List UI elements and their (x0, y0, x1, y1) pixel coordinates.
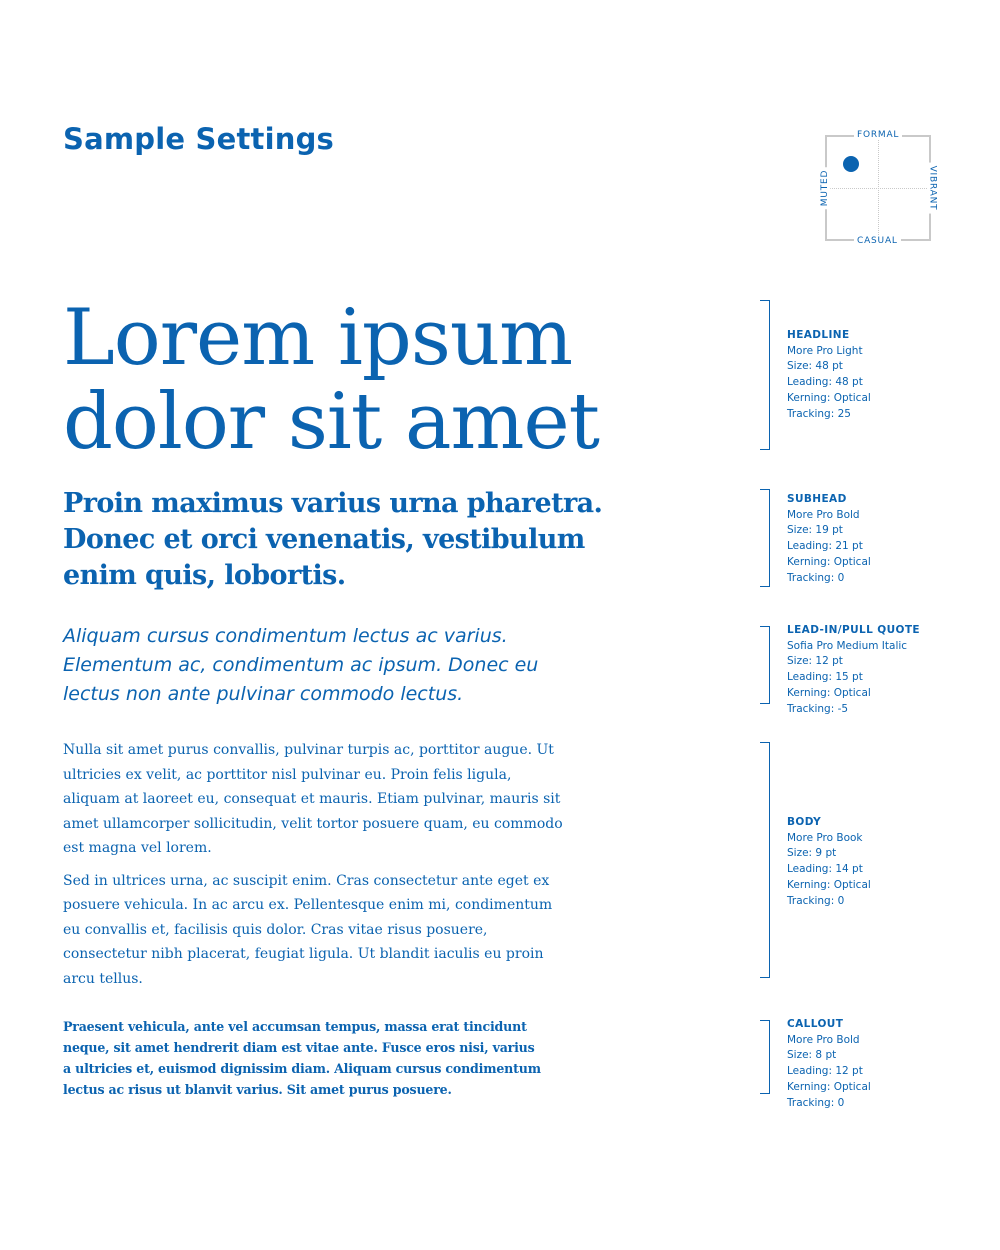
spec-leading: Leading: 14 pt (787, 863, 863, 876)
spec-info (787, 623, 920, 717)
spec-size: Size: 48 pt (787, 360, 843, 373)
spec-size: Size: 8 pt (787, 1049, 837, 1062)
headline-line-2: dolor sit amet (63, 377, 599, 467)
spec-body (760, 742, 960, 978)
body-paragraph-2: Sed in ultrices urna, ac suscipit enim. Cras consectetur ante eget ex posuere vehicula. In ac arcu ex. Pellentesque enim mi, condimentum eu convallis et, facilisis quis dolor. Cras vitae risus posuere, consectetur nibh placerat, feugiat ligula. Ut blandit iaculis eu proin arcu tellus. (63, 872, 553, 987)
spec-bracket (760, 742, 770, 978)
body-sample (63, 738, 563, 999)
subhead-sample: Proin maximus varius urna pharetra. Donec et orci venenatis, vestibulum enim quis, lobortis. (63, 488, 603, 591)
spec-name: HEADLINE (787, 329, 850, 341)
spec-tracking: Tracking: 0 (787, 894, 845, 907)
spec-kerning: Kerning: Optical (787, 555, 871, 568)
spec-font: More Pro Book (787, 831, 863, 844)
spec-bracket (760, 626, 770, 704)
spec-tracking: Tracking: 0 (787, 1096, 845, 1109)
spec-leading: Leading: 21 pt (787, 540, 863, 553)
spec-size: Size: 9 pt (787, 847, 837, 860)
tone-marker-dot (843, 156, 859, 172)
spec-name: BODY (787, 816, 822, 828)
spec-bracket (760, 300, 770, 450)
spec-name: SUBHEAD (787, 493, 847, 505)
spec-size: Size: 12 pt (787, 655, 843, 668)
spec-tracking: Tracking: 0 (787, 571, 845, 584)
tone-label-muted: MUTED (820, 167, 830, 209)
spec-leading: Leading: 15 pt (787, 671, 863, 684)
spec-font: Sofia Pro Medium Italic (787, 639, 908, 652)
spec-font: More Pro Bold (787, 1033, 860, 1046)
spec-kerning: Kerning: Optical (787, 1080, 871, 1093)
tone-label-vibrant: VIBRANT (927, 163, 937, 214)
tone-label-casual: CASUAL (854, 236, 901, 246)
spec-headline (760, 300, 960, 450)
tone-label-formal: FORMAL (854, 130, 902, 140)
spec-subhead (760, 489, 960, 587)
body-paragraph-1: Nulla sit amet purus convallis, pulvinar turpis ac, porttitor augue. Ut ultricies ex velit, ac porttitor nisl pulvinar eu. Proin felis ligula, aliquam at laoreet eu, consequat et mauris. Etiam pulvinar, mauris sit amet ullamcorper sollicitudin, velit tortor posuere quam, eu commodo est magna vel lorem. (63, 742, 563, 856)
spec-kerning: Kerning: Optical (787, 686, 871, 699)
spec-callout (760, 1018, 960, 1109)
spec-kerning: Kerning: Optical (787, 878, 871, 891)
spec-info (787, 492, 871, 586)
spec-name: CALLOUT (787, 1018, 844, 1030)
spec-size: Size: 19 pt (787, 524, 843, 537)
spec-info (787, 815, 871, 909)
spec-name: LEAD-IN/PULL QUOTE (787, 624, 920, 636)
spec-kerning: Kerning: Optical (787, 391, 871, 404)
tone-chart (815, 127, 940, 249)
spec-font: More Pro Bold (787, 508, 860, 521)
spec-bracket (760, 1020, 770, 1094)
spec-tracking: Tracking: -5 (787, 702, 849, 715)
spec-font: More Pro Light (787, 344, 863, 357)
leadin-sample: Aliquam cursus condimentum lectus ac varius. Elementum ac, condimentum ac ipsum. Donec eu lectus non ante pulvinar commodo lectus. (63, 625, 539, 705)
headline-sample (63, 293, 703, 467)
spec-info (787, 328, 871, 422)
spec-leadin (760, 624, 960, 715)
spec-leading: Leading: 12 pt (787, 1065, 863, 1078)
page-title: Sample Settings (63, 122, 335, 156)
spec-info (787, 1017, 871, 1111)
spec-tracking: Tracking: 25 (787, 407, 851, 420)
tone-chart-vertical-axis (878, 137, 879, 239)
spec-bracket (760, 489, 770, 587)
spec-leading: Leading: 48 pt (787, 376, 863, 389)
callout-sample: Praesent vehicula, ante vel accumsan tempus, massa erat tincidunt neque, sit amet hendrerit diam est vitae ante. Fusce eros nisi, varius a ultricies et, euismod dignissim diam. Aliquam cursus condimentum lectus ac risus ut blanvit varius. Sit amet purus posuere. (63, 1019, 541, 1097)
headline-line-1: Lorem ipsum (63, 293, 573, 383)
